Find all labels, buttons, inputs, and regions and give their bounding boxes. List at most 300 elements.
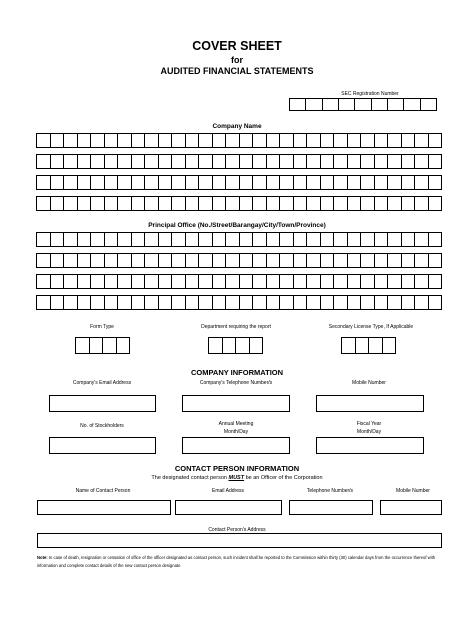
grid-cell[interactable]	[186, 254, 200, 267]
contact-subheading-pre: The designated contact person	[151, 475, 229, 481]
grid-cell[interactable]	[78, 197, 92, 210]
grid-cell[interactable]	[321, 176, 335, 189]
grid-cell[interactable]	[64, 155, 78, 168]
grid-cell[interactable]	[117, 338, 130, 353]
grid-cell[interactable]	[334, 197, 348, 210]
grid-cell[interactable]	[199, 197, 213, 210]
grid-cell[interactable]	[186, 134, 200, 147]
grid-cell[interactable]	[51, 134, 65, 147]
grid-cell[interactable]	[199, 233, 213, 246]
grid-cell[interactable]	[253, 134, 267, 147]
grid-cell[interactable]	[223, 338, 237, 353]
grid-cell[interactable]	[375, 197, 389, 210]
contact-phone-label: Telephone Number/s	[306, 488, 354, 494]
grid-cell[interactable]	[213, 296, 227, 309]
grid-cell[interactable]	[307, 155, 321, 168]
grid-cell[interactable]	[294, 254, 308, 267]
grid-cell[interactable]	[159, 233, 173, 246]
grid-cell[interactable]	[253, 275, 267, 288]
grid-cell[interactable]	[415, 155, 429, 168]
grid-cell[interactable]	[375, 134, 389, 147]
grid-cell[interactable]	[105, 254, 119, 267]
grid-cell[interactable]	[402, 296, 416, 309]
grid-cell[interactable]	[78, 296, 92, 309]
grid-cell[interactable]	[118, 233, 132, 246]
grid-cell[interactable]	[64, 176, 78, 189]
grid-cell[interactable]	[240, 254, 254, 267]
grid-cell[interactable]	[105, 197, 119, 210]
grid-cell[interactable]	[145, 134, 159, 147]
grid-cell[interactable]	[342, 338, 356, 353]
grid-cell[interactable]	[290, 99, 306, 110]
grid-cell[interactable]	[388, 176, 402, 189]
company-phone-field[interactable]	[182, 395, 290, 412]
contact-subheading-must: MUST	[228, 475, 245, 481]
annual-meeting-field[interactable]	[182, 437, 290, 454]
grid-cell[interactable]	[280, 134, 294, 147]
grid-cell[interactable]	[103, 338, 117, 353]
grid-cell[interactable]	[105, 275, 119, 288]
grid-cell[interactable]	[172, 254, 186, 267]
grid-cell[interactable]	[105, 296, 119, 309]
grid-cell[interactable]	[64, 275, 78, 288]
grid-cell[interactable]	[37, 296, 51, 309]
grid-cell[interactable]	[37, 254, 51, 267]
grid-cell[interactable]	[348, 197, 362, 210]
grid-cell[interactable]	[307, 134, 321, 147]
company-name-row-4[interactable]	[36, 196, 442, 211]
grid-cell[interactable]	[186, 197, 200, 210]
grid-cell[interactable]	[226, 176, 240, 189]
grid-cell[interactable]	[145, 254, 159, 267]
grid-cell[interactable]	[402, 155, 416, 168]
grid-cell[interactable]	[388, 197, 402, 210]
grid-cell[interactable]	[172, 176, 186, 189]
grid-cell[interactable]	[209, 338, 223, 353]
grid-cell[interactable]	[78, 134, 92, 147]
grid-cell[interactable]	[105, 155, 119, 168]
grid-cell[interactable]	[51, 254, 65, 267]
grid-cell[interactable]	[415, 296, 429, 309]
grid-cell[interactable]	[348, 254, 362, 267]
grid-cell[interactable]	[78, 176, 92, 189]
grid-cell[interactable]	[118, 176, 132, 189]
grid-cell[interactable]	[37, 233, 51, 246]
grid-cell[interactable]	[375, 296, 389, 309]
grid-cell[interactable]	[415, 176, 429, 189]
grid-cell[interactable]	[361, 134, 375, 147]
grid-cell[interactable]	[321, 233, 335, 246]
grid-cell[interactable]	[37, 155, 51, 168]
grid-cell[interactable]	[132, 275, 146, 288]
grid-cell[interactable]	[64, 197, 78, 210]
grid-cell[interactable]	[159, 155, 173, 168]
grid-cell[interactable]	[91, 155, 105, 168]
grid-cell[interactable]	[388, 296, 402, 309]
contact-name-label: Name of Contact Person	[75, 488, 131, 494]
grid-cell[interactable]	[118, 155, 132, 168]
annual-meeting-label: Annual Meeting	[218, 421, 254, 427]
company-name-label: Company Name	[212, 123, 262, 130]
secondary-license-field[interactable]	[341, 337, 396, 354]
company-name-row-3[interactable]	[36, 175, 442, 190]
grid-cell[interactable]	[132, 254, 146, 267]
grid-cell[interactable]	[64, 233, 78, 246]
grid-cell[interactable]	[321, 296, 335, 309]
grid-cell[interactable]	[429, 275, 442, 288]
grid-cell[interactable]	[186, 155, 200, 168]
grid-cell[interactable]	[51, 275, 65, 288]
grid-cell[interactable]	[267, 296, 281, 309]
grid-cell[interactable]	[78, 254, 92, 267]
grid-cell[interactable]	[361, 155, 375, 168]
grid-cell[interactable]	[307, 233, 321, 246]
grid-cell[interactable]	[402, 275, 416, 288]
grid-cell[interactable]	[375, 176, 389, 189]
grid-cell[interactable]	[145, 233, 159, 246]
contact-phone-field[interactable]	[289, 500, 373, 515]
grid-cell[interactable]	[415, 275, 429, 288]
grid-cell[interactable]	[404, 99, 420, 110]
form-type-field[interactable]	[75, 337, 130, 354]
grid-cell[interactable]	[199, 296, 213, 309]
principal-office-row-4[interactable]	[36, 295, 442, 310]
grid-cell[interactable]	[429, 197, 442, 210]
principal-office-row-2[interactable]	[36, 253, 442, 268]
grid-cell[interactable]	[51, 176, 65, 189]
grid-cell[interactable]	[402, 134, 416, 147]
grid-cell[interactable]	[334, 254, 348, 267]
contact-address-field[interactable]	[37, 533, 442, 548]
grid-cell[interactable]	[280, 296, 294, 309]
grid-cell[interactable]	[294, 233, 308, 246]
grid-cell[interactable]	[159, 275, 173, 288]
grid-cell[interactable]	[172, 233, 186, 246]
grid-cell[interactable]	[132, 155, 146, 168]
grid-cell[interactable]	[105, 176, 119, 189]
grid-cell[interactable]	[159, 176, 173, 189]
grid-cell[interactable]	[307, 296, 321, 309]
grid-cell[interactable]	[213, 134, 227, 147]
department-field[interactable]	[208, 337, 263, 354]
grid-cell[interactable]	[118, 275, 132, 288]
principal-office-row-3[interactable]	[36, 274, 442, 289]
footnote-text: In case of death, resignation or cessation of office of the officer designated as contact person, such incident shall be reported to the Commission within thirty (30) calendar days from the occurrence thereof with information and complete contact details of the new contact person designate	[37, 555, 436, 568]
grid-cell[interactable]	[402, 176, 416, 189]
grid-cell[interactable]	[51, 197, 65, 210]
grid-cell[interactable]	[334, 155, 348, 168]
grid-cell[interactable]	[240, 275, 254, 288]
grid-cell[interactable]	[213, 233, 227, 246]
grid-cell[interactable]	[253, 155, 267, 168]
grid-cell[interactable]	[186, 176, 200, 189]
grid-cell[interactable]	[91, 275, 105, 288]
grid-cell[interactable]	[429, 134, 442, 147]
grid-cell[interactable]	[253, 296, 267, 309]
grid-cell[interactable]	[267, 197, 281, 210]
grid-cell[interactable]	[280, 176, 294, 189]
grid-cell[interactable]	[240, 176, 254, 189]
grid-cell[interactable]	[199, 275, 213, 288]
grid-cell[interactable]	[348, 233, 362, 246]
grid-cell[interactable]	[429, 296, 442, 309]
company-email-field[interactable]	[49, 395, 156, 412]
grid-cell[interactable]	[51, 155, 65, 168]
grid-cell[interactable]	[321, 197, 335, 210]
grid-cell[interactable]	[402, 233, 416, 246]
grid-cell[interactable]	[361, 296, 375, 309]
company-mobile-label: Mobile Number	[352, 380, 386, 386]
grid-cell[interactable]	[105, 134, 119, 147]
fiscal-year-field[interactable]	[316, 437, 424, 454]
fiscal-year-label: Fiscal Year	[356, 421, 382, 427]
grid-cell[interactable]	[307, 197, 321, 210]
grid-cell[interactable]	[37, 176, 51, 189]
grid-cell[interactable]	[294, 197, 308, 210]
contact-mobile-label: Mobile Number	[396, 488, 430, 494]
grid-cell[interactable]	[348, 296, 362, 309]
grid-cell[interactable]	[226, 197, 240, 210]
grid-cell[interactable]	[388, 99, 404, 110]
grid-cell[interactable]	[375, 275, 389, 288]
grid-cell[interactable]	[91, 296, 105, 309]
grid-cell[interactable]	[213, 275, 227, 288]
grid-cell[interactable]	[294, 296, 308, 309]
stockholders-field[interactable]	[49, 437, 156, 454]
grid-cell[interactable]	[240, 197, 254, 210]
grid-cell[interactable]	[321, 155, 335, 168]
grid-cell[interactable]	[415, 134, 429, 147]
grid-cell[interactable]	[307, 254, 321, 267]
grid-cell[interactable]	[253, 176, 267, 189]
grid-cell[interactable]	[199, 155, 213, 168]
grid-cell[interactable]	[159, 254, 173, 267]
grid-cell[interactable]	[37, 197, 51, 210]
grid-cell[interactable]	[334, 176, 348, 189]
grid-cell[interactable]	[267, 275, 281, 288]
grid-cell[interactable]	[199, 254, 213, 267]
grid-cell[interactable]	[355, 99, 371, 110]
grid-cell[interactable]	[388, 254, 402, 267]
grid-cell[interactable]	[267, 176, 281, 189]
sec-registration-label: SEC Registration Number	[341, 91, 399, 97]
grid-cell[interactable]	[294, 275, 308, 288]
grid-cell[interactable]	[132, 134, 146, 147]
grid-cell[interactable]	[172, 155, 186, 168]
grid-cell[interactable]	[348, 275, 362, 288]
grid-cell[interactable]	[64, 254, 78, 267]
grid-cell[interactable]	[280, 155, 294, 168]
grid-cell[interactable]	[361, 254, 375, 267]
grid-cell[interactable]	[91, 134, 105, 147]
page-title-for: for	[231, 55, 243, 65]
grid-cell[interactable]	[90, 338, 104, 353]
grid-cell[interactable]	[253, 233, 267, 246]
grid-cell[interactable]	[199, 134, 213, 147]
grid-cell[interactable]	[323, 99, 339, 110]
grid-cell[interactable]	[372, 99, 388, 110]
grid-cell[interactable]	[226, 233, 240, 246]
grid-cell[interactable]	[105, 233, 119, 246]
contact-mobile-field[interactable]	[380, 500, 442, 515]
grid-cell[interactable]	[78, 155, 92, 168]
grid-cell[interactable]	[226, 134, 240, 147]
grid-cell[interactable]	[76, 338, 90, 353]
grid-cell[interactable]	[240, 296, 254, 309]
grid-cell[interactable]	[91, 254, 105, 267]
grid-cell[interactable]	[361, 176, 375, 189]
grid-cell[interactable]	[334, 233, 348, 246]
grid-cell[interactable]	[226, 275, 240, 288]
grid-cell[interactable]	[145, 275, 159, 288]
grid-cell[interactable]	[294, 176, 308, 189]
grid-cell[interactable]	[267, 254, 281, 267]
form-type-label: Form Type	[90, 324, 114, 330]
grid-cell[interactable]	[306, 99, 322, 110]
company-name-row-1[interactable]	[36, 133, 442, 148]
grid-cell[interactable]	[78, 275, 92, 288]
grid-cell[interactable]	[37, 134, 51, 147]
grid-cell[interactable]	[118, 296, 132, 309]
grid-cell[interactable]	[213, 254, 227, 267]
grid-cell[interactable]	[361, 275, 375, 288]
grid-cell[interactable]	[186, 233, 200, 246]
principal-office-row-1[interactable]	[36, 232, 442, 247]
grid-cell[interactable]	[172, 296, 186, 309]
grid-cell[interactable]	[118, 197, 132, 210]
grid-cell[interactable]	[91, 176, 105, 189]
grid-cell[interactable]	[402, 254, 416, 267]
grid-cell[interactable]	[172, 197, 186, 210]
grid-cell[interactable]	[213, 176, 227, 189]
grid-cell[interactable]	[294, 134, 308, 147]
grid-cell[interactable]	[145, 296, 159, 309]
contact-info-heading: CONTACT PERSON INFORMATION	[174, 464, 300, 473]
grid-cell[interactable]	[267, 134, 281, 147]
company-name-row-2[interactable]	[36, 154, 442, 169]
grid-cell[interactable]	[421, 99, 436, 110]
grid-cell[interactable]	[240, 134, 254, 147]
grid-cell[interactable]	[78, 233, 92, 246]
grid-cell[interactable]	[280, 233, 294, 246]
grid-cell[interactable]	[91, 233, 105, 246]
grid-cell[interactable]	[250, 338, 263, 353]
contact-name-field[interactable]	[37, 500, 171, 515]
sec-registration-field[interactable]	[289, 98, 437, 111]
grid-cell[interactable]	[334, 134, 348, 147]
grid-cell[interactable]	[429, 176, 442, 189]
grid-cell[interactable]	[361, 197, 375, 210]
grid-cell[interactable]	[388, 275, 402, 288]
grid-cell[interactable]	[280, 197, 294, 210]
grid-cell[interactable]	[388, 134, 402, 147]
grid-cell[interactable]	[388, 155, 402, 168]
grid-cell[interactable]	[321, 275, 335, 288]
grid-cell[interactable]	[267, 155, 281, 168]
grid-cell[interactable]	[253, 197, 267, 210]
grid-cell[interactable]	[51, 233, 65, 246]
grid-cell[interactable]	[132, 233, 146, 246]
grid-cell[interactable]	[236, 338, 250, 353]
grid-cell[interactable]	[334, 296, 348, 309]
grid-cell[interactable]	[334, 275, 348, 288]
grid-cell[interactable]	[132, 296, 146, 309]
grid-cell[interactable]	[132, 176, 146, 189]
grid-cell[interactable]	[199, 176, 213, 189]
contact-info-subheading	[0, 475, 474, 481]
grid-cell[interactable]	[132, 197, 146, 210]
grid-cell[interactable]	[361, 233, 375, 246]
grid-cell[interactable]	[415, 197, 429, 210]
grid-cell[interactable]	[369, 338, 383, 353]
company-mobile-field[interactable]	[316, 395, 424, 412]
grid-cell[interactable]	[213, 197, 227, 210]
grid-cell[interactable]	[280, 254, 294, 267]
grid-cell[interactable]	[172, 134, 186, 147]
grid-cell[interactable]	[145, 197, 159, 210]
grid-cell[interactable]	[429, 233, 442, 246]
grid-cell[interactable]	[145, 176, 159, 189]
grid-cell[interactable]	[375, 254, 389, 267]
grid-cell[interactable]	[253, 254, 267, 267]
grid-cell[interactable]	[64, 134, 78, 147]
grid-cell[interactable]	[118, 254, 132, 267]
grid-cell[interactable]	[172, 275, 186, 288]
grid-cell[interactable]	[240, 233, 254, 246]
grid-cell[interactable]	[307, 176, 321, 189]
contact-email-field[interactable]	[175, 500, 282, 515]
grid-cell[interactable]	[240, 155, 254, 168]
grid-cell[interactable]	[429, 254, 442, 267]
grid-cell[interactable]	[280, 275, 294, 288]
grid-cell[interactable]	[186, 275, 200, 288]
grid-cell[interactable]	[375, 233, 389, 246]
grid-cell[interactable]	[348, 134, 362, 147]
footnote-prefix: Note:	[37, 555, 48, 560]
grid-cell[interactable]	[415, 254, 429, 267]
grid-cell[interactable]	[383, 338, 396, 353]
grid-cell[interactable]	[118, 134, 132, 147]
grid-cell[interactable]	[51, 296, 65, 309]
grid-cell[interactable]	[348, 155, 362, 168]
grid-cell[interactable]	[429, 155, 442, 168]
grid-cell[interactable]	[267, 233, 281, 246]
grid-cell[interactable]	[339, 99, 355, 110]
grid-cell[interactable]	[226, 254, 240, 267]
grid-cell[interactable]	[226, 296, 240, 309]
grid-cell[interactable]	[186, 296, 200, 309]
grid-cell[interactable]	[145, 155, 159, 168]
grid-cell[interactable]	[321, 134, 335, 147]
grid-cell[interactable]	[159, 134, 173, 147]
grid-cell[interactable]	[91, 197, 105, 210]
grid-cell[interactable]	[402, 197, 416, 210]
grid-cell[interactable]	[213, 155, 227, 168]
grid-cell[interactable]	[375, 155, 389, 168]
grid-cell[interactable]	[64, 296, 78, 309]
grid-cell[interactable]	[348, 176, 362, 189]
grid-cell[interactable]	[159, 197, 173, 210]
grid-cell[interactable]	[415, 233, 429, 246]
grid-cell[interactable]	[294, 155, 308, 168]
grid-cell[interactable]	[321, 254, 335, 267]
grid-cell[interactable]	[388, 233, 402, 246]
grid-cell[interactable]	[226, 155, 240, 168]
grid-cell[interactable]	[159, 296, 173, 309]
grid-cell[interactable]	[356, 338, 370, 353]
grid-cell[interactable]	[37, 275, 51, 288]
grid-cell[interactable]	[307, 275, 321, 288]
